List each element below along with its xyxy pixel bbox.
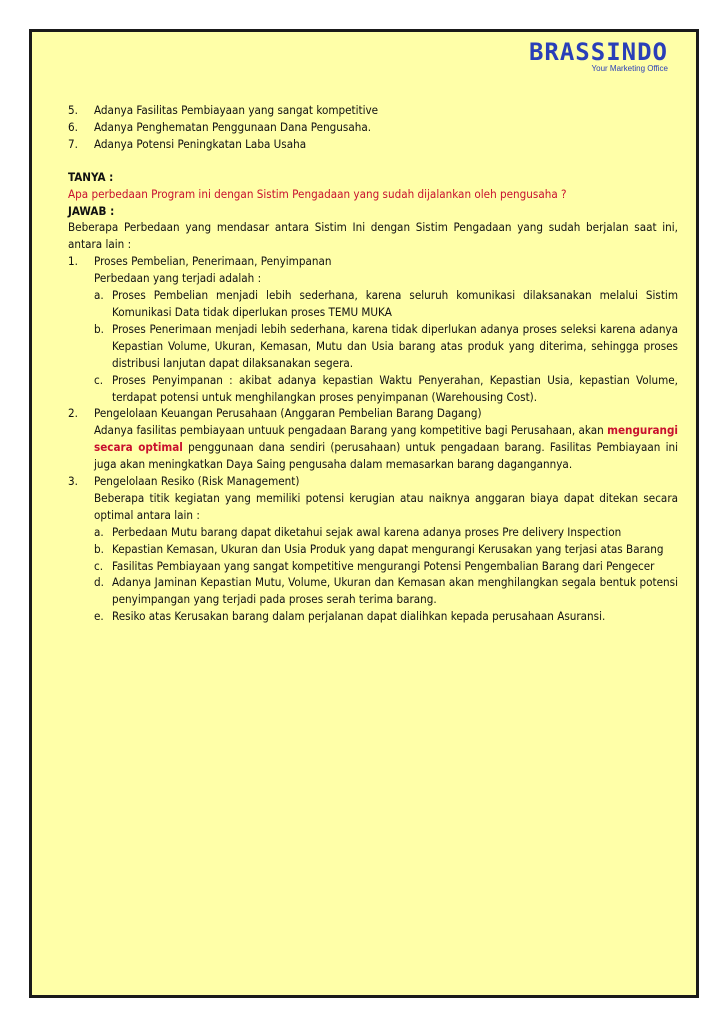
point-desc: Perbedaan yang terjadi adalah : [94, 271, 262, 286]
point-desc: Beberapa titik kegiatan yang memiliki potensi kerugian atau naiknya anggaran biaya dapat ditekan secara optimal antara lain : [94, 490, 678, 522]
answer-point: 1. Proses Pembelian, Penerimaan, Penyimpanan Perbedaan yang terjadi adalah : a. Proses Pembelian menjadi lebih sederhana, karena seluruh komunikasi dilaksanakan melalui Sistim Komunikasi Data tidak diperlukan proses TEMU MUKA b. Proses Penerimaan menjadi lebih sederhana, karena tidak diperlukan adanya proses seleksi karena adanya Kepastian Volume, Ukuran, Kemasan, Mutu dan Usia barang atas produk yang diterima, sehingga proses distribusi lanjutan dapat dilaksanakan segera. c. Proses Penyimpanan : akibat adanya kepastian Waktu Penyerahan, Kepastian Usia, kepastian Volume, terdapat potensi untuk menghilangkan proses penyimpanan (Warehousing Cost). [68, 254, 678, 404]
brassindo-logo [529, 40, 668, 74]
point-title: Pengelolaan Resiko (Risk Management) [94, 474, 300, 489]
list-item: 6. Adanya Penghematan Penggunaan Dana Pengusaha. [68, 119, 372, 134]
sub-item: c. Proses Penyimpanan : akibat adanya kepastian Waktu Penyerahan, Kepastian Usia, kepastian Volume, terdapat potensi untuk menghilangkan proses penyimpanan (Warehousing Cost). [94, 372, 678, 404]
jawab-intro: Beberapa Perbedaan yang mendasar antara Sistim Ini dengan Sistim Pengadaan yang sudah berjalan saat ini, antara lain : [68, 220, 678, 252]
logo-wordmark: BRASSINDO [528, 38, 668, 66]
document-body [68, 102, 678, 625]
tanya-question: Apa perbedaan Program ini dengan Sistim Pengadaan yang sudah dijalankan oleh pengusaha ? [68, 186, 567, 201]
sub-item: c. Fasilitas Pembiayaan yang sangat kompetitive mengurangi Potensi Pengembalian Barang dari Pengecer [94, 558, 655, 573]
sub-item: d. Adanya Jaminan Kepastian Mutu, Volume, Ukuran dan Kemasan akan menghilangkan segala bentuk potensi penyimpangan yang terjadi pada proses serah terima barang. [94, 575, 678, 607]
logo-tagline: Your Marketing Office [591, 64, 668, 73]
jawab-label: JAWAB : [68, 203, 115, 218]
point-title: Pengelolaan Keuangan Perusahaan (Anggaran Pembelian Barang Dagang) [94, 406, 482, 421]
list-item: 7. Adanya Potensi Peningkatan Laba Usaha [68, 136, 307, 151]
document-page [29, 29, 699, 998]
list-item: 5. Adanya Fasilitas Pembiayaan yang sangat kompetitive [68, 103, 379, 117]
sub-item: b. Kepastian Kemasan, Ukuran dan Usia Produk yang dapat mengurangi Kerusakan yang terjasi atas Barang [94, 541, 664, 556]
highlight-text: mengurangi secara optimal [94, 423, 678, 455]
answer-point: 3. Pengelolaan Resiko (Risk Management) Beberapa titik kegiatan yang memiliki potensi kerugian atau naiknya anggaran biaya dapat ditekan secara optimal antara lain : a. Perbedaan Mutu barang dapat diketahui sejak awal karena adanya proses Pre delivery Inspection b. Kepastian Kemasan, Ukuran dan Usia Produk yang dapat mengurangi Kerusakan yang terjasi atas Barang c. Fasilitas Pembiayaan yang sangat kompetitive mengurangi Potensi Pengembalian Barang dari Pengecer d. Adanya Jaminan Kepastian Mutu, Volume, Ukuran dan Kemasan akan menghilangkan segala bentuk potensi penyimpangan yang terjadi pada proses serah terima barang. e. Resiko atas Kerusakan barang dalam perjalanan dapat dialihkan kepada perusahaan Asuransi. [68, 474, 678, 624]
answer-point: 2. Pengelolaan Keuangan Perusahaan (Anggaran Pembelian Barang Dagang) Adanya fasilitas pembiayaan untuuk pengadaan Barang yang kompetitive bagi Perusahaan, akan mengurangi secara optimal penggunaan dana sendiri (perusahaan) untuk pengadaan barang. Fasilitas Pembiayaan ini juga akan meningkatkan Daya Saing pengusaha dalam memasarkan barang dagangannya. [68, 406, 678, 472]
sub-item: e. Resiko atas Kerusakan barang dalam perjalanan dapat dialihkan kepada perusahaan Asuransi. [94, 609, 606, 624]
point-title: Proses Pembelian, Penerimaan, Penyimpanan [94, 254, 332, 269]
top-list [68, 102, 678, 153]
sub-item: a. Perbedaan Mutu barang dapat diketahui sejak awal karena adanya proses Pre delivery Inspection [94, 524, 622, 539]
tanya-label: TANYA : [68, 169, 114, 184]
point-desc: Adanya fasilitas pembiayaan untuuk pengadaan Barang yang kompetitive bagi Perusahaan, akan mengurangi secara optimal penggunaan dana sendiri (perusahaan) untuk pengadaan barang. Fasilitas Pembiayaan ini juga akan meningkatkan Daya Saing pengusaha dalam memasarkan barang dagangannya. [94, 423, 678, 472]
sub-item: a. Proses Pembelian menjadi lebih sederhana, karena seluruh komunikasi dilaksanakan melalui Sistim Komunikasi Data tidak diperlukan proses TEMU MUKA [94, 288, 678, 319]
sub-item: b. Proses Penerimaan menjadi lebih sederhana, karena tidak diperlukan adanya proses seleksi karena adanya Kepastian Volume, Ukuran, Kemasan, Mutu dan Usia barang atas produk yang diterima, sehingga proses distribusi lanjutan dapat dilaksanakan segera. [94, 321, 678, 370]
